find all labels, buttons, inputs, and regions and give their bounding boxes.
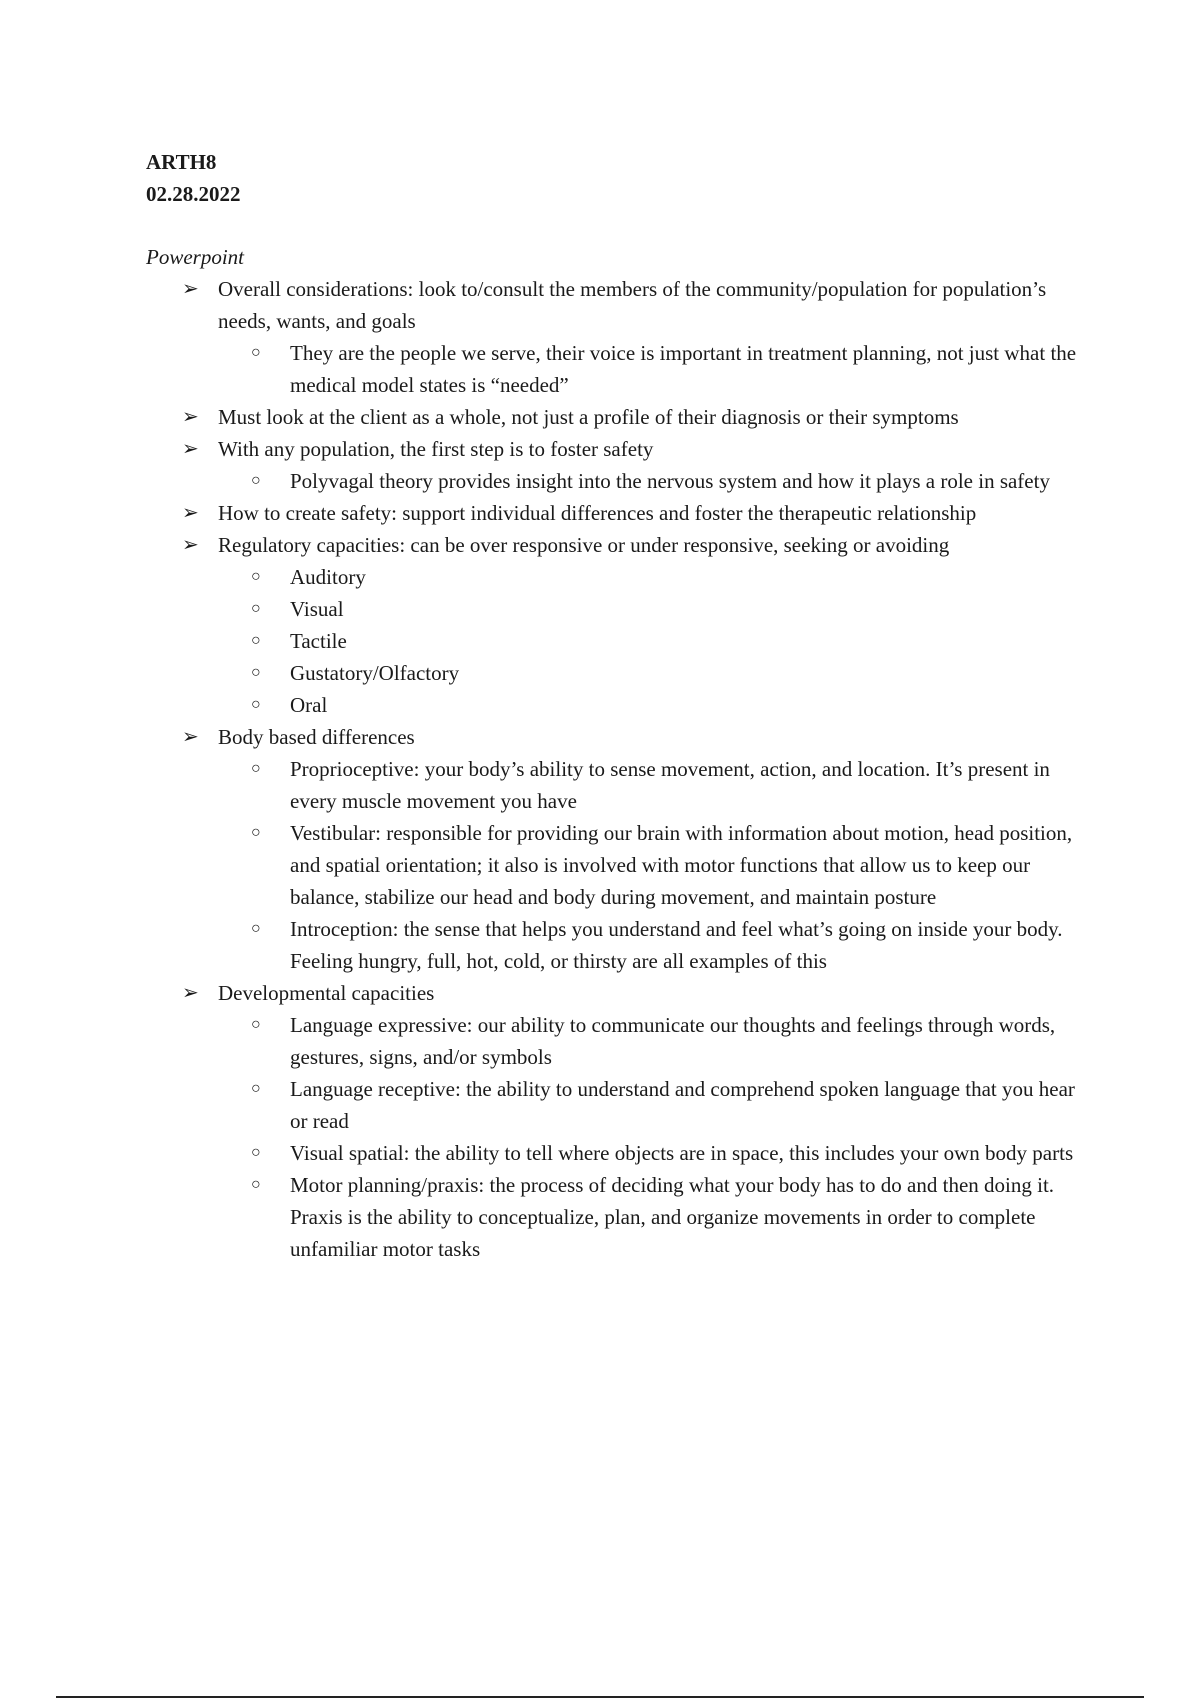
circle-bullet-icon: ○ [251,1176,261,1193]
sub-list-item-text: Tactile [290,629,347,653]
circle-bullet-icon: ○ [251,1080,261,1097]
sub-list-item [218,593,1096,625]
bottom-rule [56,1696,1144,1698]
circle-bullet-icon: ○ [251,760,261,777]
circle-bullet-icon: ○ [251,568,261,585]
sub-list-item [218,689,1096,721]
list-item [146,977,1096,1265]
list-item-text: Regulatory capacities: can be over responsive or under responsive, seeking or avoiding [218,533,950,557]
course-code: ARTH8 [146,150,217,174]
circle-bullet-icon: ○ [251,344,261,361]
circle-bullet-icon: ○ [251,696,261,713]
sub-list-item [218,561,1096,593]
circle-bullet-icon: ○ [251,664,261,681]
sub-list-item-text: Visual spatial: the ability to tell where objects are in space, this includes your own body parts [290,1141,1074,1165]
arrow-bullet-icon: ➢ [182,278,199,300]
arrow-bullet-icon: ➢ [182,982,199,1004]
arrow-bullet-icon: ➢ [182,534,199,556]
circle-bullet-icon: ○ [251,632,261,649]
sub-list [218,753,1096,977]
list-item [146,433,1096,497]
sub-list-item-text: Proprioceptive: your body’s ability to sense movement, action, and location. It’s present in every muscle movement you have [290,757,1050,813]
list-item [146,273,1096,401]
sub-list-item-text: Language expressive: our ability to communicate our thoughts and feelings through words, gestures, signs, and/or symbols [290,1013,1056,1069]
sub-list-item [218,913,1096,977]
sub-list-item [218,337,1096,401]
sub-list-item-text: They are the people we serve, their voice is important in treatment planning, not just what the medical model states is “needed” [290,341,1077,397]
list-item-text: With any population, the first step is to foster safety [218,437,654,461]
arrow-bullet-icon: ➢ [182,502,199,524]
sub-list-item [218,1169,1096,1265]
circle-bullet-icon: ○ [251,824,261,841]
document-date: 02.28.2022 [146,182,241,206]
sub-list-item [218,625,1096,657]
document-content [146,146,1096,1265]
list-item-text: How to create safety: support individual differences and foster the therapeutic relationship [218,501,977,525]
list-item [146,529,1096,721]
sub-list-item-text: Language receptive: the ability to understand and comprehend spoken language that you hear or read [290,1077,1075,1133]
sub-list [218,1009,1096,1265]
sub-list-item [218,1137,1096,1169]
sub-list-item-text: Vestibular: responsible for providing our brain with information about motion, head position, and spatial orientation; it also is involved with motor functions that allow us to keep our balance, stabilize our head and body during movement, and maintain posture [290,821,1073,909]
sub-list-item-text: Introception: the sense that helps you understand and feel what’s going on inside your body. Feeling hungry, full, hot, cold, or thirsty are all examples of this [290,917,1063,973]
sub-list-item-text: Visual [290,597,344,621]
arrow-bullet-icon: ➢ [182,726,199,748]
circle-bullet-icon: ○ [251,1016,261,1033]
list-item-text: Overall considerations: look to/consult the members of the community/population for population’s needs, wants, and goals [218,277,1047,333]
arrow-bullet-icon: ➢ [182,406,199,428]
sub-list-item [218,817,1096,913]
sub-list-item-text: Auditory [290,565,366,589]
arrow-bullet-icon: ➢ [182,438,199,460]
list-item [146,497,1096,529]
sub-list-item [218,465,1096,497]
list-item [146,721,1096,977]
list-item-text: Developmental capacities [218,981,435,1005]
sub-list-item [218,1009,1096,1073]
sub-list [218,561,1096,721]
sub-list [218,337,1096,401]
circle-bullet-icon: ○ [251,600,261,617]
sub-list-item-text: Polyvagal theory provides insight into the nervous system and how it plays a role in safety [290,469,1050,493]
sub-list-item [218,657,1096,689]
list-item-text: Body based differences [218,725,415,749]
circle-bullet-icon: ○ [251,472,261,489]
section-title: Powerpoint [146,245,244,269]
sub-list [218,465,1096,497]
list-item [146,401,1096,433]
sub-list-item [218,753,1096,817]
circle-bullet-icon: ○ [251,920,261,937]
sub-list-item-text: Oral [290,693,328,717]
notes-list [146,273,1096,1265]
sub-list-item-text: Motor planning/praxis: the process of deciding what your body has to do and then doing it. Praxis is the ability to conceptualize, plan, and organize movements in order to complete unfamiliar motor tasks [290,1173,1055,1261]
list-item-text: Must look at the client as a whole, not just a profile of their diagnosis or their symptoms [218,405,959,429]
sub-list-item-text: Gustatory/Olfactory [290,661,460,685]
circle-bullet-icon: ○ [251,1144,261,1161]
sub-list-item [218,1073,1096,1137]
